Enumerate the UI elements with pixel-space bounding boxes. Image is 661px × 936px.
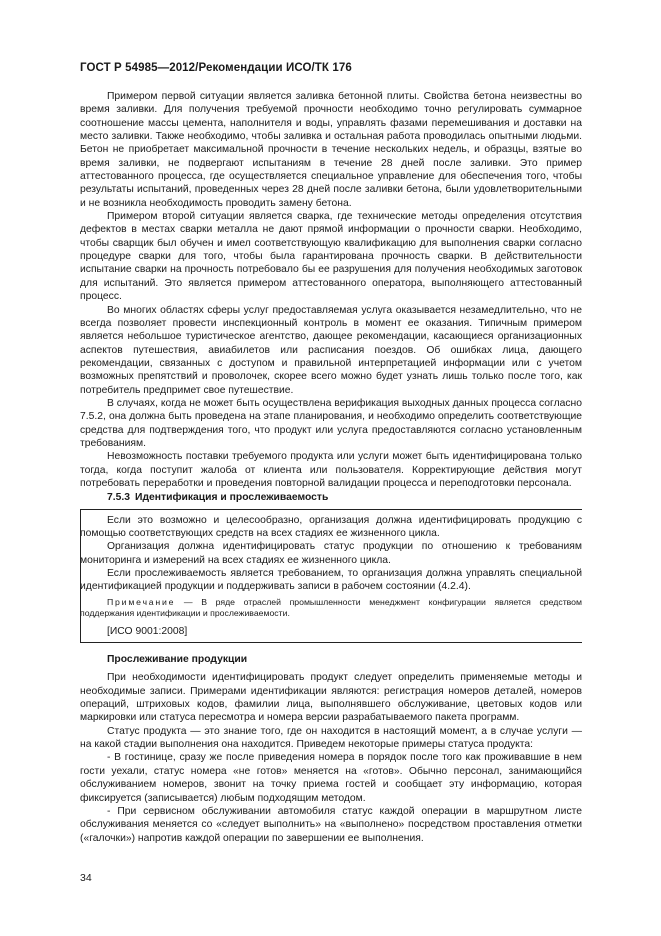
paragraph-identification-methods: При необходимости идентифицировать продукт следует определить применяемые методы и необходимые записи. Примерами идентификации являются: регистрация номеров деталей, номеров операций, штриховых кодов, фамилии лица, выполнявшего обслуживание, цветовых кодов или маркировки или статуса пересмотра и номера версии разрабатываемого пакета программ.	[80, 672, 582, 724]
page-header: ГОСТ Р 54985—2012/Рекомендации ИСО/ТК 176	[80, 62, 352, 74]
paragraph-welding-example: Примером второй ситуации является сварка, где технические методы определения отсутствия дефектов в местах сварки металла не дают прямой информации о прочности сварки. Необходимо, чтобы сварщик был обучен и имел соответствующую квалификацию для выполнения сварки согласно процедуре сварки для того, чтобы была гарантирована прочность сварки. В действительности испытание сварки на прочность потребовало бы ее разрушения для получения необходимых заготовок для испытаний. Это является примером аттестованного оператора, выполняющего аттестованный процесс.	[80, 211, 582, 303]
section-number: 7.5.3	[107, 492, 131, 504]
quote-paragraph: Организация должна идентифицировать статус продукции по отношению к требованиям мониторинга и измерений на всех стадиях ее жизненного цикла.	[80, 541, 582, 566]
page-number: 34	[80, 872, 92, 884]
paragraph-services: Во многих областях сферы услуг предоставляемая услуга оказывается незамедлительно, что не всегда позволяет провести инспекционный контроль в момент ее оказания. Типичным примером является небольшое туристическое агентство, дающее рекомендации, касающиеся организационных аспектов путешествия, авиабилетов или расписания поездов. Об ошибках лица, дающего рекомендации, связанных с доступом и правильной интерпретацией информации или с учетом возможных препятствий и проволочек, скорее всего можно будет узнать лишь только после того, как потребитель предпримет свое путешествие.	[80, 304, 582, 396]
note-lead: Примечание	[107, 596, 176, 607]
quote-note	[80, 597, 582, 620]
quote-paragraph: Если прослеживаемость является требованием, то организация должна управлять специальной идентификацией продукции и поддерживать записи в рабочем состоянии (4.2.4).	[80, 568, 582, 593]
page-content	[80, 90, 582, 845]
paragraph-hotel-example: - В гостинице, сразу же после приведения номера в порядок после того как проживавшие в нем гости уехали, статус номера «не готов» меняется на «готов». Обычно персонал, занимающийся обслуживанием номеров, звонит на точку приема гостей и сообщает эту информацию, которая фиксируется (записывается) любым подходящим методом.	[80, 752, 582, 804]
section-heading	[80, 491, 582, 504]
paragraph-verification: В случаях, когда не может быть осуществлена верификация выходных данных процесса согласно 7.5.2, она должна быть проведена на этапе планирования, и необходимо определить соответствующие средства для подтверждения того, что продукт или услуга предоставляются согласно установленным требованиям.	[80, 397, 582, 449]
paragraph-product-status: Статус продукта — это знание того, где он находится в настоящий момент, а в случае услуги — на какой стадии выполнения она находится. Приведем некоторые примеры статуса продукта:	[80, 725, 582, 751]
paragraph-corrective-actions: Невозможность поставки требуемого продукта или услуги может быть идентифицирована только тогда, когда поступит жалоба от клиента или пользователя. Корректирующие действия могут потребовать переработки и проведения повторной валидации процесса и переподготовки персонала.	[80, 451, 582, 489]
paragraph-car-service-example: - При сервисном обслуживании автомобиля статус каждой операции в маршрутном листе обслуживания меняется со «следует выполнить» на «выполнено» посредством проставления отметки («галочки») напротив каждой операции по завершении ее выполнения.	[80, 805, 582, 844]
note-text: — В ряде отраслей промышленности менеджмент конфигурации является средством поддержания идентификации и прослеживаемости.	[80, 596, 582, 619]
quote-reference: [ИСО 9001:2008]	[107, 625, 188, 637]
quote-paragraph: Если это возможно и целесообразно, организация должна идентифицировать продукцию с помощью соответствующих средств на всех стадиях ее жизненного цикла.	[80, 514, 582, 539]
standard-quote-box	[80, 509, 582, 643]
section-title: Идентификация и прослеживаемость	[135, 492, 329, 504]
paragraph-concrete-example: Примером первой ситуации является заливка бетонной плиты. Свойства бетона неизвестны во время заливки. Для получения требуемой прочности необходимо точно регулировать суммарное соотношение массы цемента, наполнителя и воды, управлять фазами перемешивания и доставки на место заливки. Также необходимо, чтобы заливка и остальная работа проводилась опытными людьми. Бетон не приобретает максимальной прочности в течение нескольких недель, и образцы, взятые во время заливки, не подвергают испытаниям в течение 28 дней после заливки. Это пример аттестованного процесса, где осуществляется специальное управление для обеспечения того, чтобы результаты испытаний, проведенных через 28 дней после заливки бетона, были удовлетворительными и не возникла необходимость проводить замену бетона.	[80, 91, 582, 209]
subheading-traceability: Прослеживание продукции	[107, 654, 248, 666]
